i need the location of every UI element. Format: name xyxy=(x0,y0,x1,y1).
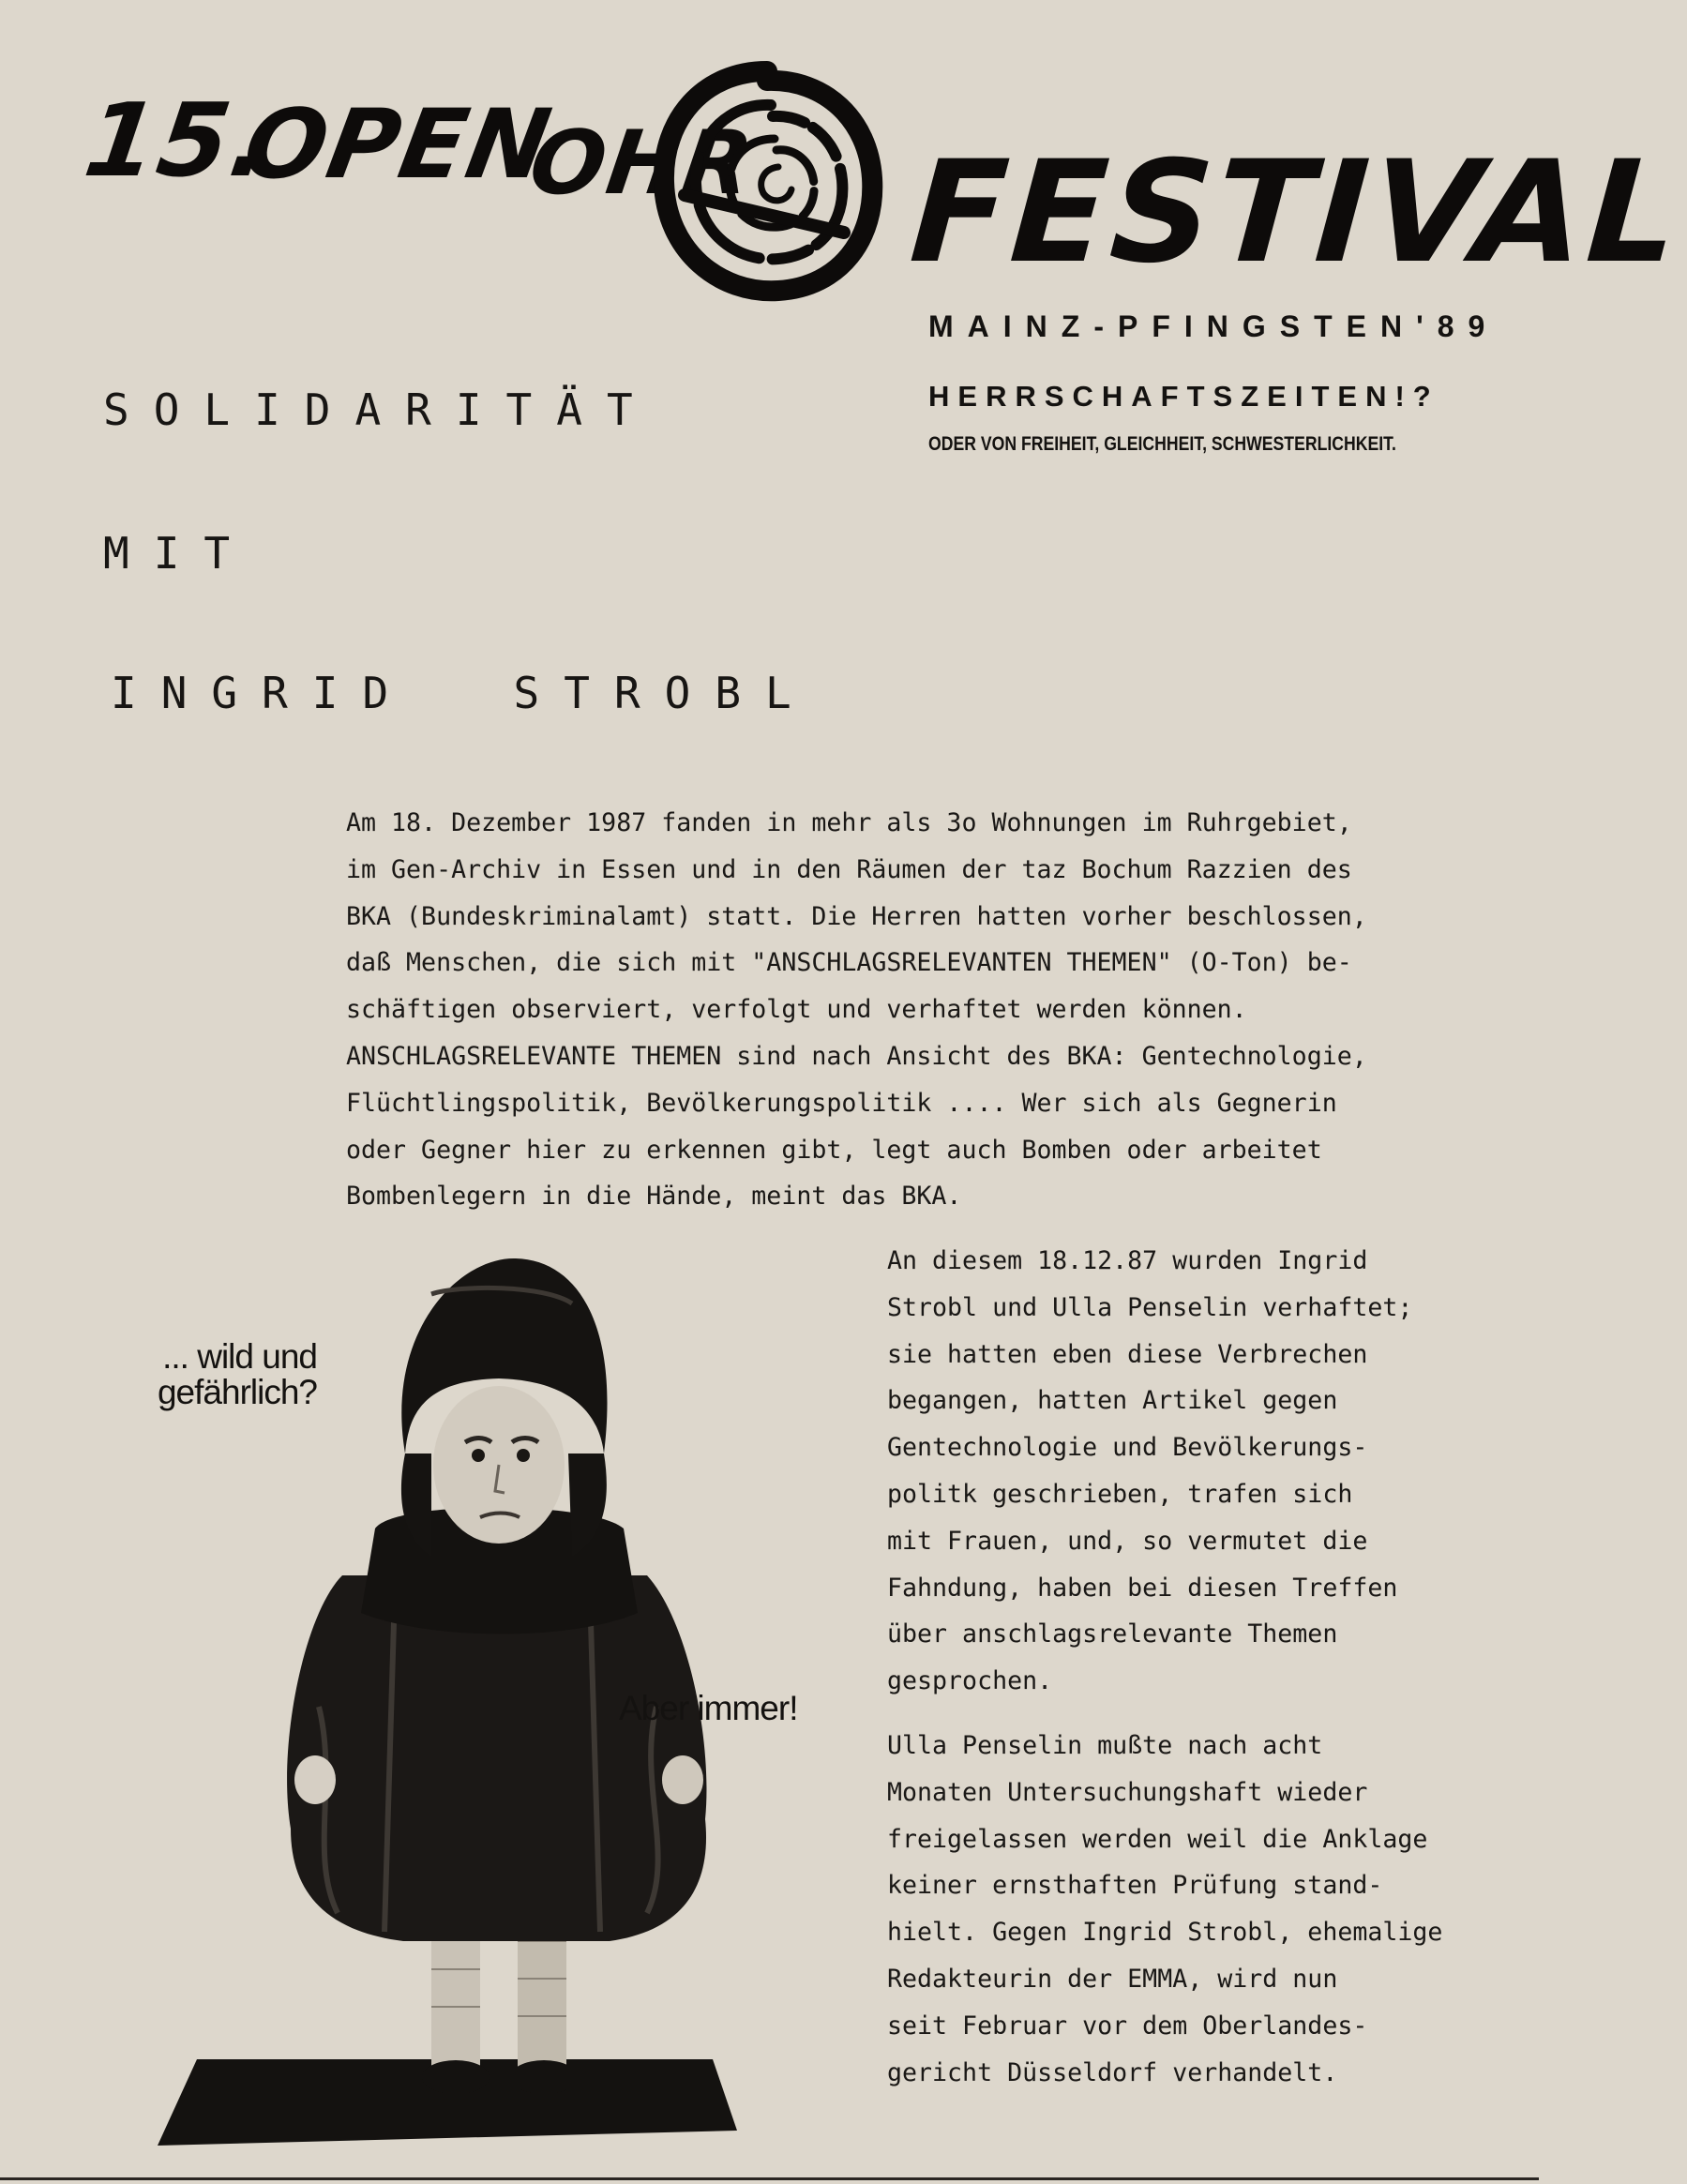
text-line: seit Februar vor dem Oberlandes- xyxy=(887,2011,1368,2041)
text-line: Monaten Untersuchungshaft wieder xyxy=(887,1777,1368,1807)
arrest-paragraph xyxy=(887,1238,1487,1705)
text-line: keiner ernsthaften Prüfung stand- xyxy=(887,1871,1383,1901)
text-line: gericht Düsseldorf verhandelt. xyxy=(887,2057,1338,2087)
text-line: freigelassen werden weil die Anklage xyxy=(887,1824,1428,1854)
festival-location: MAINZ-PFINGSTEN'89 xyxy=(928,309,1499,343)
text-line: politk geschrieben, trafen sich xyxy=(887,1479,1353,1509)
release-paragraph xyxy=(887,1723,1506,2096)
text-line: An diesem 18.12.87 wurden Ingrid xyxy=(887,1246,1368,1275)
text-line: Flüchtlingspolitik, Bevölkerungspolitik .... Wer sich als Gegnerin xyxy=(346,1088,1337,1118)
text-line: Am 18. Dezember 1987 fanden in mehr als 3o Wohnungen im Ruhrgebiet, xyxy=(346,808,1352,837)
text-line: begangen, hatten Artikel gegen xyxy=(887,1386,1338,1416)
festival-title-festival: FESTIVAL xyxy=(905,131,1687,294)
ear-swirl-icon xyxy=(647,54,887,308)
photo-caption-aber-immer: Aber immer! xyxy=(619,1689,798,1727)
text-line: ANSCHLAGSRELEVANTE THEMEN sind nach Ansicht des BKA: Gentechnologie, xyxy=(346,1041,1367,1071)
text-line: BKA (Bundeskriminalamt) statt. Die Herren hatten vorher beschlossen, xyxy=(346,901,1367,931)
headline-mit: MIT xyxy=(103,528,255,579)
text-line: über anschlagsrelevante Themen xyxy=(887,1619,1338,1649)
photo-caption-wild: ... wild und gefährlich? xyxy=(157,1337,317,1411)
text-line: schäftigen observiert, verfolgt und verhaftet werden können. xyxy=(346,995,1247,1025)
text-line: sie hatten eben diese Verbrechen xyxy=(887,1339,1368,1369)
text-line: Gentechnologie und Bevölkerungs- xyxy=(887,1433,1368,1463)
text-line: daß Menschen, die sich mit "ANSCHLAGSRELEVANTEN THEMEN" (O-Ton) be- xyxy=(346,948,1352,978)
festival-number: 15. xyxy=(78,83,280,200)
festival-title-open: OPEN xyxy=(235,89,561,201)
text-line: hielt. Gegen Ingrid Strobl, ehemalige xyxy=(887,1918,1443,1948)
intro-paragraph xyxy=(346,800,1415,1220)
headline-solidaritaet: SOLIDARITÄT xyxy=(103,384,657,435)
text-line: mit Frauen, und, so vermutet die xyxy=(887,1526,1368,1556)
text-line: im Gen-Archiv in Essen und in den Räumen der taz Bochum Razzien des xyxy=(346,854,1352,884)
text-line: Ulla Penselin mußte nach acht xyxy=(887,1731,1323,1760)
festival-title-ohr: OHR xyxy=(523,113,761,215)
text-line: Strobl und Ulla Penselin verhaftet; xyxy=(887,1292,1413,1322)
page-bottom-edge xyxy=(0,2177,1539,2180)
text-line: Fahndung, haben bei diesen Treffen xyxy=(887,1573,1398,1603)
text-line: gesprochen. xyxy=(887,1666,1053,1696)
festival-motto: HERRSCHAFTSZEITEN!? xyxy=(928,380,1439,413)
text-line: oder Gegner hier zu erkennen gibt, legt auch Bomben oder arbeitet xyxy=(346,1135,1322,1165)
text-line: Redakteurin der EMMA, wird nun xyxy=(887,1964,1338,1994)
festival-subtitle: ODER VON FREIHEIT, GLEICHHEIT, SCHWESTERLICHKEIT. xyxy=(928,433,1396,455)
text-line: Bombenlegern in die Hände, meint das BKA. xyxy=(346,1182,962,1212)
headline-ingrid-strobl: INGRID STROBL xyxy=(111,668,816,718)
